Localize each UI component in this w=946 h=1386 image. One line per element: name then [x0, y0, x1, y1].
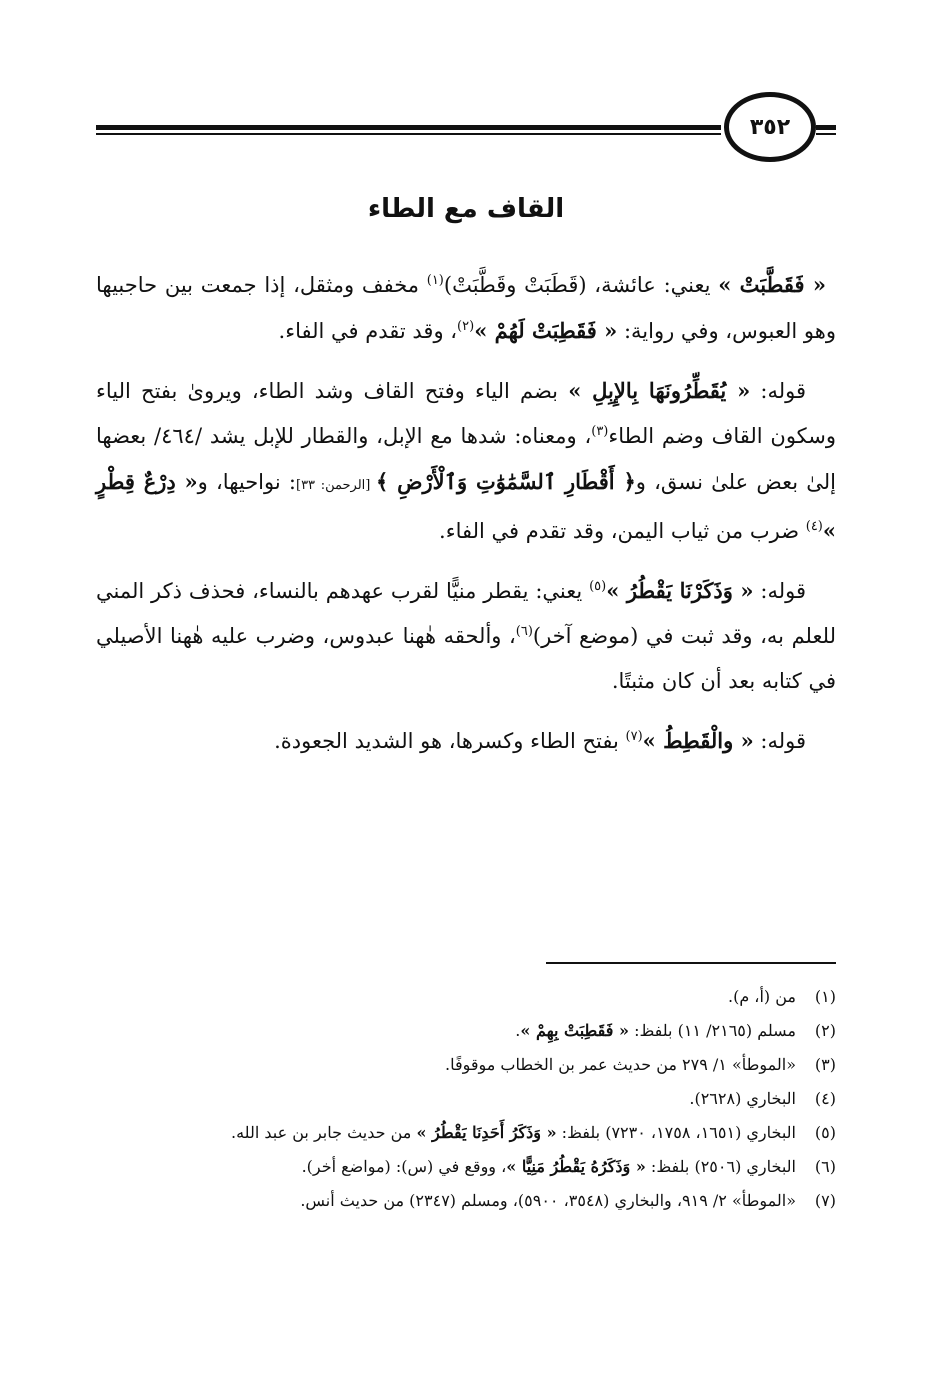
section-title: القاف مع الطاء [367, 194, 565, 224]
text-run: قوله: [753, 579, 806, 603]
footnote-text [96, 980, 796, 1014]
footnote-quote: « وَذَكَرُهُ يَقْطُرُ مَنِيًّا » [506, 1157, 646, 1176]
header-rule-stub-thin [816, 133, 836, 135]
hadith-quote: « وَذَكَرْنَا يَقْطُرُ » [606, 578, 754, 603]
footnote-text-run: البخاري (٢٥٠٦) بلفظ: [645, 1157, 796, 1176]
paragraph-1 [96, 262, 836, 354]
text-run: بفتح الطاء وكسرها، هو الشديد الجعودة. [274, 729, 626, 753]
footnote-number: (٧) [814, 1191, 836, 1210]
footnote-quote: « وَذَكَرُ أَحَدِنَا يَقْطُرُ » [416, 1123, 557, 1142]
hadith-quote: « دِرْعٌ قِطْرٍ » [96, 469, 836, 543]
footnote-text [96, 1048, 796, 1082]
text-run: ، وألحقه هٰهنا عبدوس، وضرب عليه هٰهنا الأصيلي في كتابه بعد أن كان مثبتًا. [96, 624, 836, 693]
footnote-quote: « فَقَطِبَتْ بِهِمْ » [520, 1021, 629, 1040]
paragraph-4 [96, 718, 836, 764]
footnote-item [96, 1184, 836, 1218]
footnote-marker[interactable]: (١) [426, 273, 444, 288]
footnote-item [96, 1150, 836, 1184]
footnote-text [96, 1116, 796, 1150]
footnote-number: (١) [814, 987, 836, 1006]
paragraph-3 [96, 568, 836, 704]
footnote-item [96, 980, 836, 1014]
footnote-item [96, 1014, 836, 1048]
quran-quote: ﴿ أَقْطَارِ ٱلسَّمَٰوَٰتِ وَٱلْأَرْضِ ﴾ [376, 469, 636, 494]
page-number: ٣٥٢ [724, 92, 816, 162]
text-run: : نواحيها، و [197, 470, 296, 494]
footnote-number: (٢) [814, 1021, 836, 1040]
footnote-text [96, 1150, 796, 1184]
text-run: بضم الياء وفتح القاف وشد الطاء، ويروىٰ بفتح الياء وسكون القاف وضم الطاء [96, 379, 836, 448]
text-run: ، وقد تقدم في الفاء. [278, 319, 458, 343]
hadith-quote: « فَقَطِبَتْ لَهُمْ » [474, 318, 618, 343]
footnote-text-run: «الموطأ» ١/ ٢٧٩ من حديث عمر بن الخطاب موقوفًا. [444, 1055, 796, 1074]
footnote-separator [546, 962, 836, 964]
header-rule-thick [96, 125, 721, 130]
footnotes-list [96, 980, 836, 1218]
footnote-number: (٤) [814, 1089, 836, 1108]
text-run: قوله: [753, 729, 806, 753]
text-run: يعني: يقطر منيًّا لقرب عهدهم بالنساء، فحذف ذكر المني للعلم به، وقد ثبت في (موضع آخر) [96, 579, 836, 648]
footnote-number: (٥) [814, 1123, 836, 1142]
footnote-text-run: مسلم (٢١٦٥/ ١١) بلفظ: [628, 1021, 796, 1040]
footnote-item [96, 1082, 836, 1116]
text-run: ضرب من ثياب اليمن، وقد تقدم في الفاء. [439, 519, 806, 543]
hadith-quote: « والْقَطِطُ » [642, 728, 754, 753]
quran-reference: [الرحمن: ٣٣] [296, 478, 377, 493]
text-run: ، ومعناه: شدها مع الإبل، والقطار للإبل يشد /٤٦٤/ بعضها إلىٰ بعض علىٰ نسق، و [96, 424, 837, 494]
footnote-text [96, 1014, 796, 1048]
footnote-text [96, 1082, 796, 1116]
footnote-item [96, 1116, 836, 1150]
footnote-text-run: من حديث جابر بن عبد الله. [231, 1123, 417, 1142]
page-header [96, 92, 836, 162]
footnote-text-run: «الموطأ» ٢/ ٩١٩، والبخاري (٣٥٤٨، ٥٩٠٠)، ومسلم (٢٣٤٧) من حديث أنس. [300, 1191, 796, 1210]
hadith-quote: « فَقَطَّبَتْ » [718, 272, 827, 297]
footnote-marker[interactable]: (٧) [625, 729, 643, 744]
footnote-text-run: . [515, 1021, 521, 1040]
footnote-text-run: البخاري (٢٦٢٨). [689, 1089, 796, 1108]
text-run: مخفف ومثقل، إذا جمعت بين حاجبيها وهو العبوس، وفي رواية: [96, 273, 836, 343]
footnote-marker[interactable]: (٤) [805, 519, 823, 534]
hadith-quote: « يُقَطِّرُونَهَا بِالإِبِلِ » [568, 378, 751, 403]
footnote-text-run: ، ووقع في (س): (مواضع أخر). [301, 1157, 507, 1176]
footnote-marker[interactable]: (٢) [457, 319, 475, 334]
header-rule-stub [816, 125, 836, 130]
footnote-number: (٦) [814, 1157, 836, 1176]
footnote-item [96, 1048, 836, 1082]
footnote-text-run: البخاري (١٦٥١، ١٧٥٨، ٧٢٣٠) بلفظ: [556, 1123, 796, 1142]
footnote-marker[interactable]: (٣) [591, 424, 609, 439]
header-rule-thin [96, 133, 721, 135]
body-text [96, 262, 836, 778]
footnote-text-run: من (أ، م). [727, 987, 796, 1006]
paragraph-2 [96, 368, 836, 554]
footnote-number: (٣) [814, 1055, 836, 1074]
footnote-marker[interactable]: (٥) [589, 579, 607, 594]
footnote-marker[interactable]: (٦) [515, 624, 533, 639]
text-run: يعني: عائشة، (قَطَبَتْ وقَطَّبَتْ) [443, 273, 719, 297]
text-run: قوله: [750, 379, 807, 403]
footnote-text [96, 1184, 796, 1218]
